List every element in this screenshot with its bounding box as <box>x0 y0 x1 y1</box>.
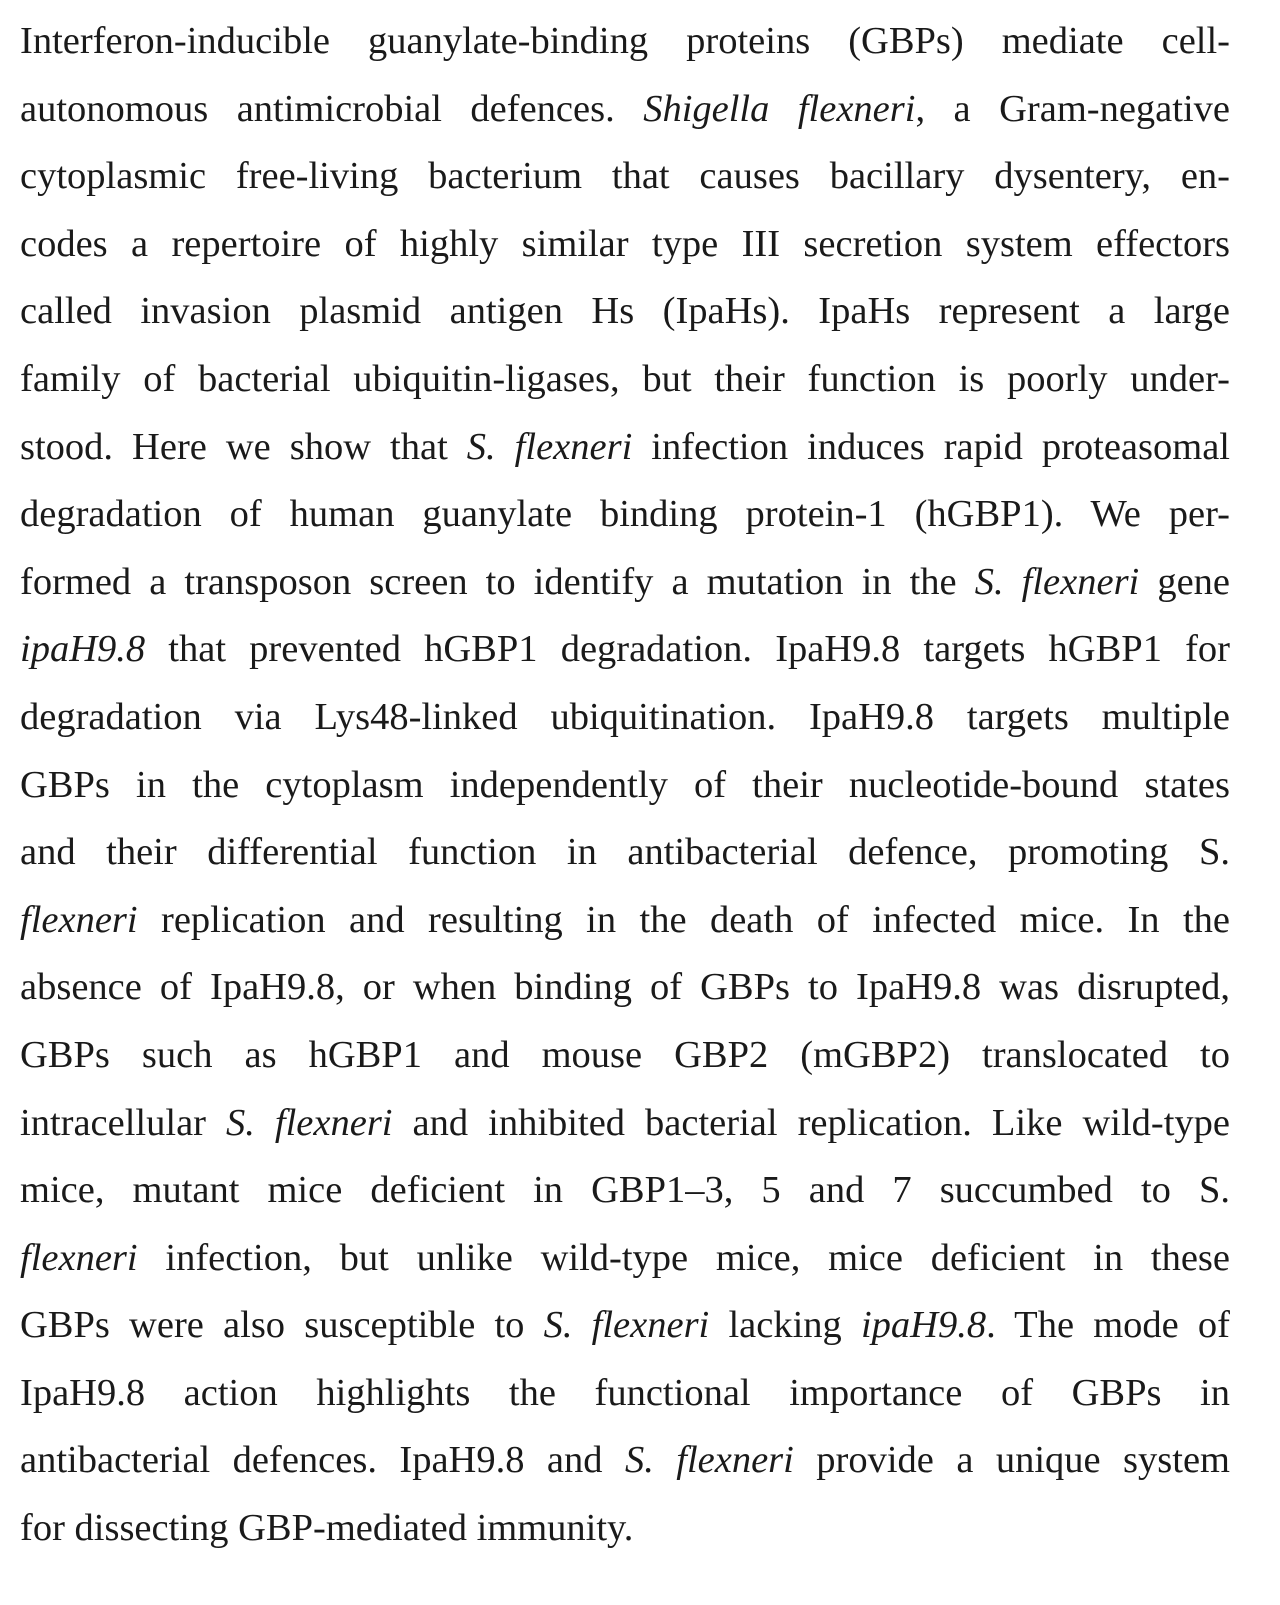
text-segment: GBPs such as hGBP1 and mouse GBP2 (mGBP2) translocated to <box>20 1033 1230 1076</box>
text-segment: infection, but unlike wild-type mice, mice deficient in these <box>137 1236 1230 1279</box>
text-segment: , a Gram-negative <box>915 87 1231 130</box>
text-line <box>20 414 1230 482</box>
text-line <box>20 1022 1230 1090</box>
text-segment: provide a unique system <box>793 1439 1230 1482</box>
text-segment: codes a repertoire of highly similar type III secretion system effectors <box>20 222 1230 265</box>
text-line <box>20 481 1230 549</box>
text-segment: GBPs were also susceptible to <box>20 1304 544 1347</box>
text-line <box>20 8 1230 76</box>
text-segment: gene <box>1139 560 1230 603</box>
text-segment: lacking <box>709 1304 861 1347</box>
text-line <box>20 346 1230 414</box>
text-segment: antibacterial defences. IpaH9.8 and <box>20 1439 625 1482</box>
text-line <box>20 1225 1230 1293</box>
text-segment: that prevented hGBP1 degradation. IpaH9.8 targets hGBP1 for <box>145 628 1230 671</box>
text-segment: formed a transposon screen to identify a mutation in the <box>20 560 975 603</box>
text-line <box>20 211 1230 279</box>
text-segment: Interferon-inducible guanylate-binding proteins (GBPs) mediate cell- <box>20 20 1230 62</box>
text-segment: infection induces rapid proteasomal <box>632 425 1230 468</box>
text-line <box>20 76 1230 144</box>
text-line <box>20 752 1230 820</box>
text-segment: absence of IpaH9.8, or when binding of GBPs to IpaH9.8 was disrupted, <box>20 966 1230 1009</box>
text-line <box>20 1360 1230 1428</box>
text-segment: autonomous antimicrobial defences. <box>20 87 644 130</box>
text-segment: GBPs in the cytoplasm independently of their nucleotide-bound states <box>20 763 1230 806</box>
text-segment: stood. Here we show that <box>20 425 467 468</box>
text-line <box>20 549 1230 617</box>
text-line <box>20 1427 1230 1495</box>
text-segment: and inhibited bacterial replication. Like wild-type <box>392 1101 1231 1144</box>
italic-text-segment: S. flexneri <box>466 425 633 468</box>
italic-text-segment: S. flexneri <box>543 1304 710 1347</box>
text-line <box>20 887 1230 955</box>
text-line <box>20 684 1230 752</box>
text-segment: called invasion plasmid antigen Hs (IpaHs). IpaHs represent a large <box>20 290 1230 333</box>
abstract-paragraph <box>20 8 1230 1563</box>
text-line <box>20 954 1230 1022</box>
text-segment: IpaH9.8 action highlights the functional importance of GBPs in <box>20 1371 1230 1414</box>
text-segment: and their differential function in antibacterial defence, promoting S. <box>20 831 1230 874</box>
italic-text-segment: S. flexneri <box>974 560 1140 603</box>
text-line <box>20 1495 1230 1563</box>
text-line <box>20 278 1230 346</box>
text-line <box>20 1292 1230 1360</box>
text-segment: . The mode of <box>986 1304 1231 1347</box>
italic-text-segment: Shigella flexneri <box>643 87 916 130</box>
italic-text-segment: S. flexneri <box>226 1101 393 1144</box>
italic-text-segment: flexneri <box>20 898 138 941</box>
text-line <box>20 819 1230 887</box>
text-segment: degradation of human guanylate binding protein-1 (hGBP1). We per- <box>20 493 1230 536</box>
text-segment: cytoplasmic free-living bacterium that causes bacillary dysentery, en- <box>20 155 1230 198</box>
italic-text-segment: flexneri <box>20 1236 138 1279</box>
text-segment: mice, mutant mice deficient in GBP1–3, 5 and 7 succumbed to S. <box>20 1169 1230 1212</box>
italic-text-segment: S. flexneri <box>624 1439 794 1482</box>
text-segment: replication and resulting in the death of infected mice. In the <box>137 898 1230 941</box>
italic-text-segment: ipaH9.8 <box>20 628 146 671</box>
text-line <box>20 616 1230 684</box>
italic-text-segment: ipaH9.8 <box>860 1304 987 1347</box>
text-segment: for dissecting GBP-mediated immunity. <box>20 1507 634 1550</box>
text-line <box>20 1090 1230 1158</box>
text-line <box>20 143 1230 211</box>
text-segment: family of bacterial ubiquitin-ligases, but their function is poorly under- <box>20 357 1230 400</box>
text-segment: intracellular <box>20 1101 227 1144</box>
text-line <box>20 1157 1230 1225</box>
text-segment: degradation via Lys48-linked ubiquitination. IpaH9.8 targets multiple <box>20 695 1230 738</box>
